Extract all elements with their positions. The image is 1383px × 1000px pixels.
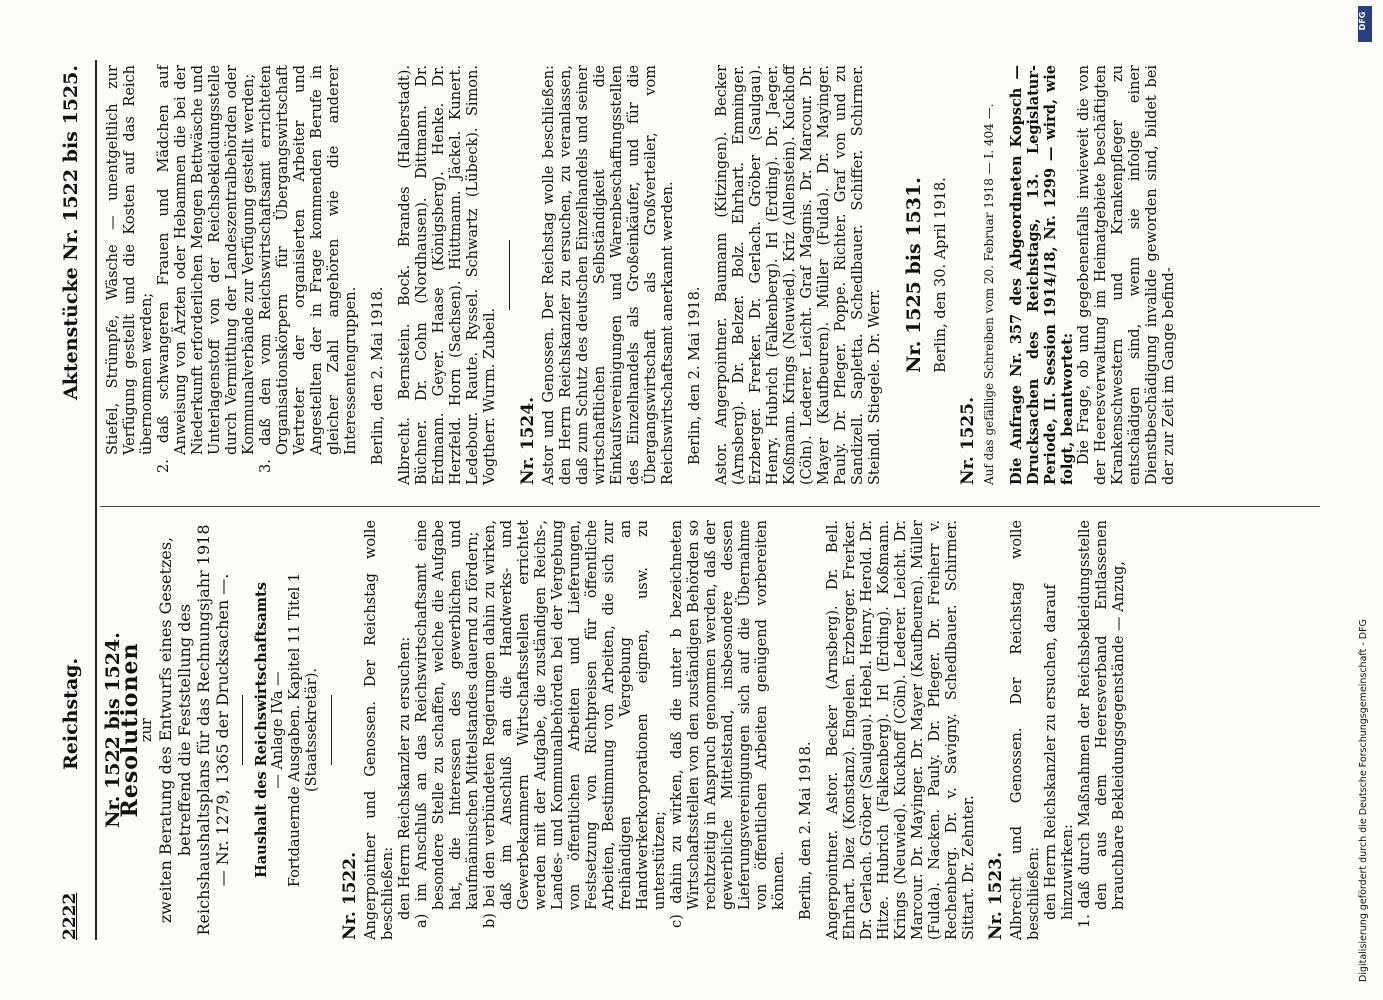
s1524-text: Astor und Genossen. Der Reichstag wolle beschließen: den Herrn Reichskanzler zu ersuchen, zu veranlassen, daß zum Schutz des deutschen Einzelhandels und seiner wirtschaftlichen Selbständigkeit die Einkaufsvereinigungen und Warenbeschaffungsstellen des Einzelhandels als Großeinkäufer, und für die Übergangswirtschaft als Großverteiler, vom Reichswirtschaftsamt anerkannt werden. (541, 65, 676, 485)
s1525-reference: Auf das gefällige Schreiben vom 20. Februar 1918 — I. 404 —. (982, 103, 996, 485)
s1524-signatories: Astor. Angerpointner. Baumann (Kitzingen). Becker (Arnsberg). Dr. Belzer. Bolz. Ehrhart. Emminger. Erzberger. Frerker. Dr. Gerlach. Gröber (Saulgau). Henry. Hubrich (Falkenberg). Irl (Erding). Dr. Jaeger. Koßmann. Krings (Neuwied). Kriz (Allenstein). Kuckhoff (Cöln). Lederer. Leicht. Graf Magnis. Dr. Marcour. Dr. Mayer (Kaufbeuren). Müller (Fulda). Dr. Mayinger. Pauly. Dr. Pfleger. Poppe. Richter. Graf von und zu Sandizell. Sapletta. Schedlbauer. Schiffer. Schirmer. Steindl. Stiegele. Dr. Werr. (714, 65, 883, 485)
resolutions-title: Resolutionen (117, 642, 143, 818)
s1523-ersuchen: den Herrn Reichskanzler zu ersuchen, darauf hinzuwirken: (1043, 584, 1076, 920)
anlage-label: — Anlage IVa — (270, 671, 286, 789)
s1522-ersuchen: den Herrn Reichskanzler zu ersuchen: (397, 636, 413, 920)
header-rule (95, 60, 97, 940)
s1523-date: Berlin, den 2. Mai 1918. (370, 286, 386, 465)
nr-1525-1531-heading: Nr. 1525 bis 1531. (903, 177, 925, 373)
page-header (60, 60, 90, 940)
short-rule (509, 240, 510, 310)
s1523-item-1: 1. daß durch Maßnahmen der Reichsbekleidungsstelle den aus dem Heeresverband Entlassenen brauchbare Bekleidungsgegenstände — Anzug, (1077, 520, 1127, 928)
s1523-item-1-continued: Stiefel, Strümpfe, Wäsche — unentgeltlich zur Verfügung gestellt und die Kosten auf das Reich übernommen werden; (105, 65, 155, 455)
s1522-item-c: c) dahin zu wirken, daß die unter b bezeichneten Wirtschaftsstellen von den zuständigen Behörden so rechtzeitig in Anspruch genommen werden, daß der gewerbliche Mittelstand, insbesondere dessen Lieferungsvereinigungen sich auf die Übernahme von öffentlichen Arbeiten genügend vorbereiten können. (669, 520, 787, 928)
s1522-signatories: Angerpointner. Astor. Becker (Arnsberg). Dr. Bell. Ehrhart. Diez (Konstanz). Engelen. Erzberger. Frerker. Dr. Gerlach. Gröber (Saulgau). Hebel. Henry. Herold. Dr. Hitze. Hubrich (Falkenberg). Irl (Erding). Koßmann. Krings (Neuwied). Kuckhoff (Cöln). Lederer. Leicht. Dr. Marcour. Dr. Mayinger. Dr. Mayer (Kaufbeuren). Müller (Fulda). Nacken. Pauly. Dr. Pfleger. Dr. Freiherr v. Rechenberg. Dr. v. Savigny. Schedlbauer. Schirmer. Sittart. Dr. Zehnter. (825, 520, 977, 940)
left-column (102, 520, 1128, 940)
header-right: Aktenstücke Nr. 1522 bis 1525. (60, 65, 82, 400)
s1523-item-3: 3. daß den vom Reichswirtschaftsamt errichteten Organisationskörpern für Übergangswirtschaft Vertreter der organisierten Arbeiter und Angestellten der in Frage kommenden Berufe in gleicher Zahl angehören wie die anderer Interessentengruppen. (258, 65, 359, 473)
short-rule (331, 695, 332, 765)
s1522-item-a: a) im Anschluß an das Reichswirtschaftsamt eine besondere Stelle zu schaffen, welche die Aufgabe hat, die Interessen des gewerblichen und kaufmännischen Mittelstandes dauernd zu fördern; (414, 520, 481, 928)
s1525-date: Berlin, den 30. April 1918. (933, 177, 949, 373)
nr-1524-heading: Nr. 1524. (518, 396, 538, 485)
nr-1522-heading: Nr. 1522. (340, 851, 360, 940)
nr-1523-heading: Nr. 1523. (986, 851, 1006, 940)
short-rule (242, 695, 243, 765)
s1523-intro: Albrecht und Genossen. Der Reichstag wolle beschließen: (1009, 520, 1042, 940)
s1525-frage: Die Frage, ob und gegebenenfalls inwieweit die von der Heeresverwaltung im Heimatgebiete beschäftigten Krankenschwestern und Krankenpfleger zu entschädigen sind, wenn sie infolge einer Dienstbeschädigung invalide geworden sind, bildet bei der zur Zeit im Gange befind- (1076, 65, 1177, 485)
header-left: Reichstag. (60, 657, 82, 770)
page-number: 2222 (60, 892, 80, 940)
column-divider (100, 506, 1320, 507)
zur-label: zur (139, 718, 155, 742)
s1523-item-2: 2. daß schwangeren Frauen und Mädchen auf Anweisung von Ärzten oder Hebammen die bei der Niederkunft erforderlichen Mengen Bettwäsche und Unterlagenstoff von der Reichsbekleidungsstelle durch Vermittlung der Landeszentralbehörden oder Kommunalverbände zur Verfügung gestellt werden; (156, 65, 257, 473)
s1524-date: Berlin, den 2. Mai 1918. (687, 286, 703, 465)
intro-heading: zweiten Beratung des Entwurfs eines Gesetzes, betreffend die Feststellung des Reichshaushaltsplans für das Rechnungsjahr 1918 — Nr. 1279, 1365 der Drucksachen —. (156, 524, 232, 936)
s1525-anfrage: Die Anfrage Nr. 357 des Abgeordneten Kopsch — Drucksachen des Reichstags, 13. Legislatur-Periode, II. Session 1914/18, Nr. 1299 — wird, wie folgt, beantwortet: (1008, 65, 1076, 485)
right-column (105, 65, 1178, 485)
haushalt-heading: Haushalt des Reichswirtschaftsamts (253, 582, 270, 878)
s1522-item-b: b) bei den verbündeten Regierungen dahin zu wirken, daß im Anschluß an die Handwerks- und Gewerbekammern Wirtschaftsstellen errichtet werden mit der Aufgabe, die zuständigen Reichs-, Landes- und Kommunalbehörden bei der Vergebung von öffentlichen Arbeiten und Lieferungen, Festsetzung von Richtpreisen für öffentliche Arbeiten, Bestimmung von Arbeiten, die sich zur freihändigen Vergebung an Handwerkerkorporationen eignen, usw. zu unterstützen; (482, 520, 668, 928)
ausgaben-label: Fortdauernde Ausgaben. Kapitel 11 Titel 1 (Staatssekretär). (287, 572, 320, 888)
digitization-credit (1358, 18, 1376, 982)
s1522-intro: Angerpointner und Genossen. Der Reichstag wolle beschließen: (363, 520, 396, 940)
dfg-logo: DFG (1358, 6, 1372, 42)
nr-1525-heading: Nr. 1525. (958, 396, 978, 485)
s1523-signatories: Albrecht. Bernstein. Bock. Brandes (Halberstadt). Büchner. Dr. Cohn (Nordhausen). Dittmann. Dr. Erdmann. Geyer. Haase (Königsberg). Henke. Dr. Herzfeld. Horn (Sachsen). Hüttmann. Jäckel. Kunert. Ledebour. Raute. Ryssel. Schwartz (Lübeck). Simon. Vogtherr. Wurm. Zubeil. (397, 65, 498, 485)
s1522-date: Berlin, den 2. Mai 1918. (798, 741, 814, 920)
section-range-title: Nr. 1522 bis 1524. (102, 632, 124, 828)
digitization-credit-text: Digitalisierung gefördert durch die Deutsche Forschungsgemeinschaft - DFG (1358, 619, 1369, 982)
